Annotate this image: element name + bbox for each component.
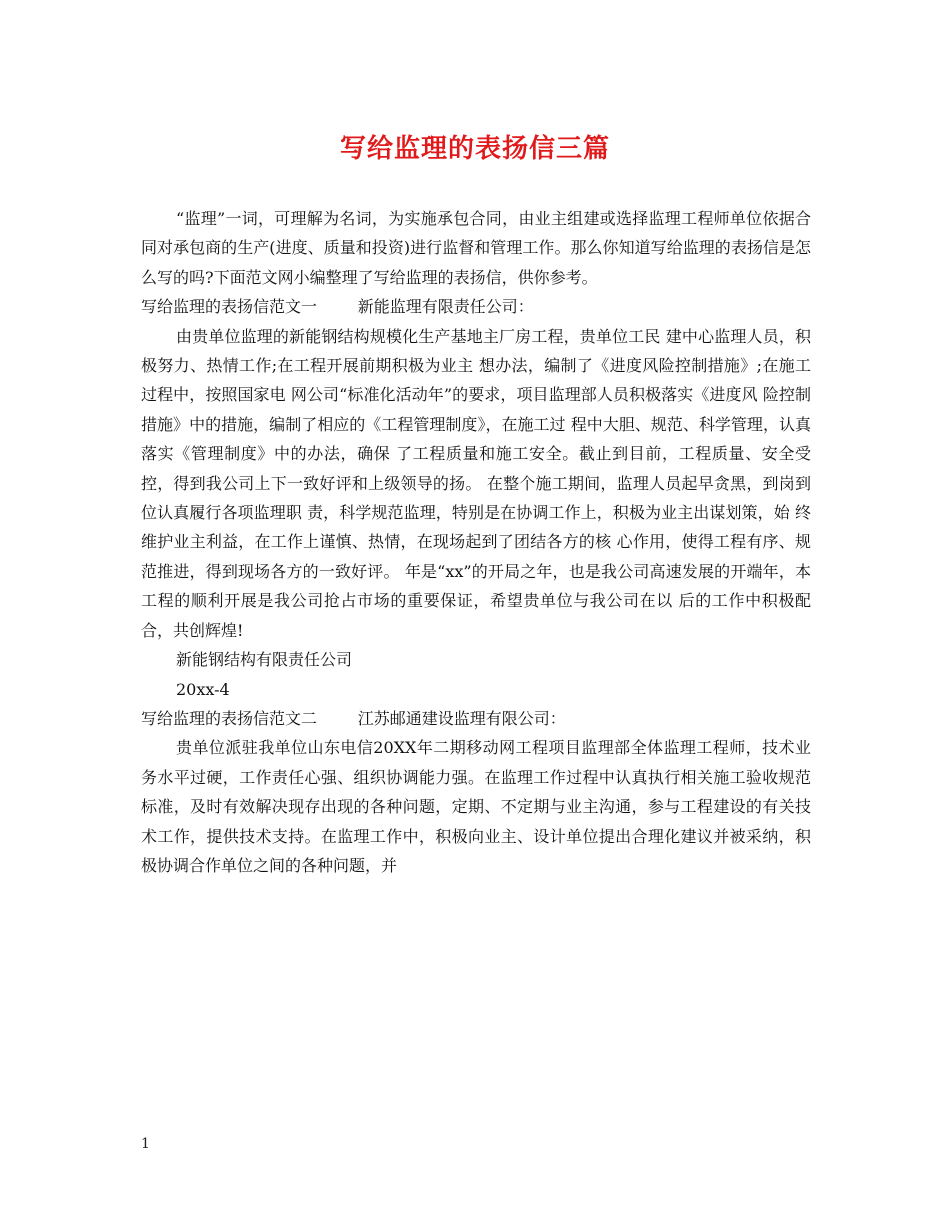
- sample2-body: 贵单位派驻我单位山东电信20XX年二期移动网工程项目监理部全体监理工程师，技术业务水平过硬，工作责任心强、组织协调能力强。在监理工作过程中认真执行相关施工验收规范标准，及时有效解决现存出现的各种问题，定期、不定期与业主沟通，参与工程建设的有关技术工作，提供技术支持。在监理工作中，积极向业主、设计单位提出合理化建议并被采纳，积极协调合作单位之间的各种问题，并: [141, 738, 811, 875]
- sample1-signature: 新能钢结构有限责任公司: [176, 650, 353, 670]
- sample2-heading: 写给监理的表扬信范文二: [141, 708, 318, 728]
- document-title: 写给监理的表扬信三篇: [339, 134, 610, 164]
- sample1-heading-line: [141, 292, 811, 321]
- intro-paragraph: “监理”一词，可理解为名词，为实施承包合同，由业主组建或选择监理工程师单位依据合同对承包商的生产(进度、质量和投资)进行监督和管理工作。那么你知道写给监理的表扬信是怎么写的吗?下面范文网小编整理了写给监理的表扬信，供你参考。: [141, 209, 811, 287]
- page-number: 1: [141, 1136, 150, 1152]
- sample1-recipient: 新能监理有限责任公司：: [357, 297, 534, 317]
- sample1-date: 20xx-4: [176, 679, 230, 699]
- document-body: [141, 204, 811, 880]
- sample2-recipient: 江苏邮通建设监理有限公司：: [357, 708, 566, 728]
- sample1-body: 由贵单位监理的新能钢结构规模化生产基地主厂房工程，贵单位工民 建中心监理人员，积极努力、热情工作;在工程开展前期积极为业主 想办法，编制了《进度风险控制措施》;在施工过程中，按照国家电 网公司“标准化活动年”的要求，项目监理部人员积极落实《进度风 险控制措施》中的措施，编制了相应的《工程管理制度》，在施工过 程中大胆、规范、科学管理，认真落实《管理制度》中的办法，确保 了工程质量和施工安全。截止到目前，工程质量、安全受控，得到我公司上下一致好评和上级领导的扬。 在整个施工期间，监理人员起早贪黑，到岗到位认真履行各项监理职 责，科学规范监理，特别是在协调工作上，积极为业主出谋划策，始 终维护业主利益，在工作上谨慎、热情，在现场起到了团结各方的核 心作用，使得工程有序、规范推进，得到现场各方的一致好评。 年是“xx”的开局之年，也是我公司高速发展的开端年，本工程的顺利开展是我公司抢占市场的重要保证，希望贵单位与我公司在以 后的工作中积极配合，共创辉煌!: [141, 326, 811, 640]
- sample1-heading: 写给监理的表扬信范文一: [141, 297, 318, 317]
- sample2-heading-line: [141, 704, 811, 733]
